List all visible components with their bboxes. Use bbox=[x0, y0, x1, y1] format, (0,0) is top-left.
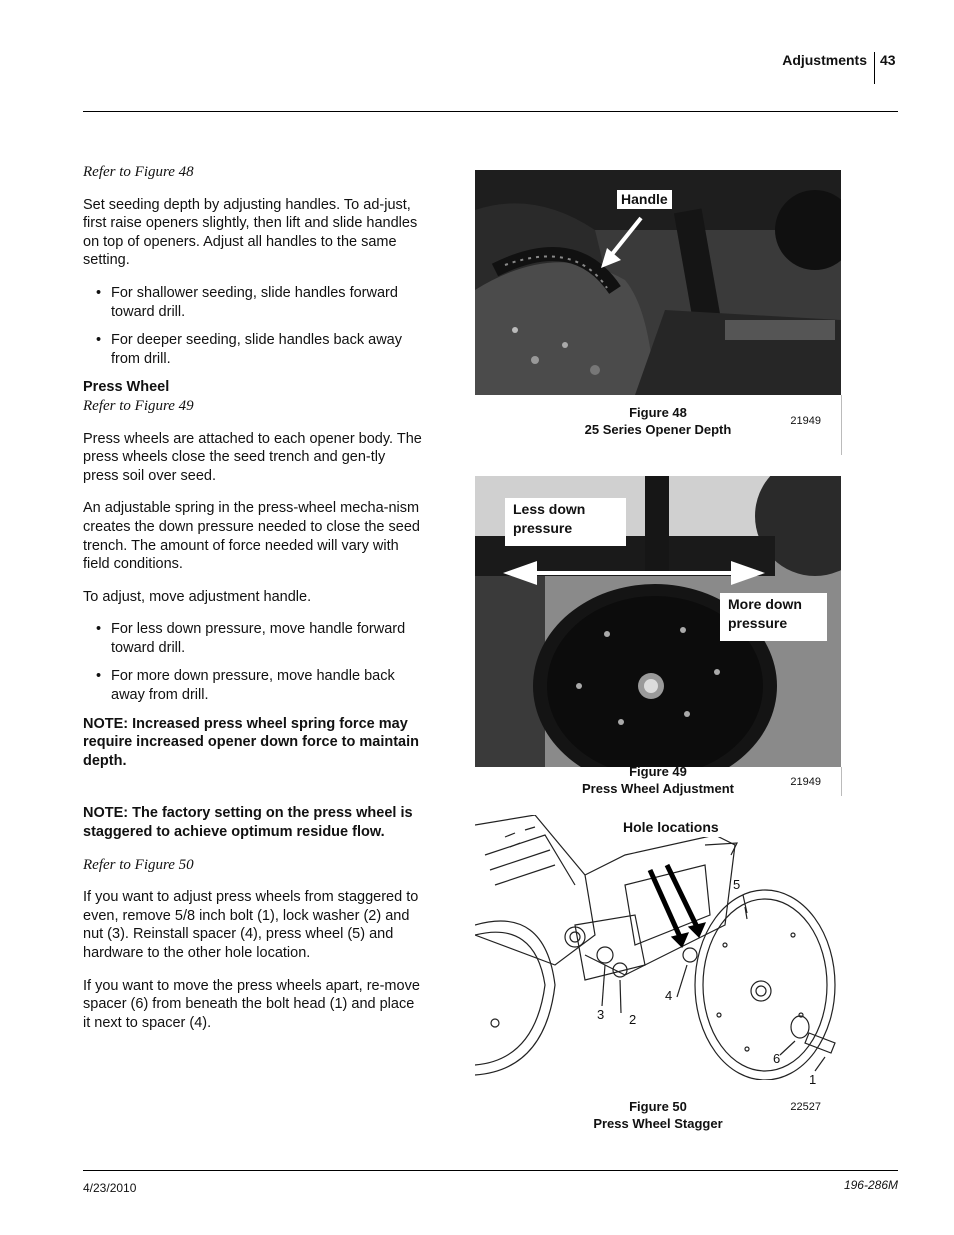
header-rule bbox=[83, 111, 898, 112]
less-down-pressure-label: Less down pressure bbox=[505, 498, 626, 546]
figure-caption bbox=[475, 1098, 841, 1132]
figure-number: Figure 50 bbox=[629, 1099, 687, 1114]
callout-5: 5 bbox=[733, 877, 741, 892]
image-code: 22527 bbox=[790, 1101, 821, 1113]
list-item: • For more down pressure, move handle back away from drill. bbox=[83, 667, 423, 704]
callout-6: 6 bbox=[773, 1051, 781, 1066]
more-down-pressure-label: More down pressure bbox=[720, 593, 827, 641]
text-column bbox=[83, 163, 423, 1046]
paragraph: If you want to move the press wheels apart, re-move spacer (6) from beneath the bolt head (1) and place it next to spacer (4). bbox=[83, 977, 420, 1031]
section-title: Adjustments bbox=[782, 52, 867, 68]
page-number: 43 bbox=[880, 52, 896, 68]
figure-caption bbox=[475, 763, 841, 797]
figure-title: Press Wheel Adjustment bbox=[582, 781, 734, 796]
header-divider bbox=[874, 52, 875, 84]
bullet-list bbox=[83, 284, 423, 368]
list-item: • For deeper seeding, slide handles back away from drill. bbox=[83, 331, 423, 368]
figure-title: Press Wheel Stagger bbox=[593, 1116, 723, 1131]
image-code: 21949 bbox=[790, 415, 821, 427]
callout-1: 1 bbox=[809, 1072, 817, 1087]
paragraph: An adjustable spring in the press-wheel mecha-nism creates the down pressure needed to close the seed trench. The amount of force needed will vary with field conditions. bbox=[83, 500, 420, 573]
callout-3: 3 bbox=[597, 1007, 605, 1022]
note: NOTE: Increased press wheel spring force may require increased opener down force to maintain depth. bbox=[83, 715, 419, 769]
paragraph: To adjust, move adjustment handle. bbox=[83, 588, 312, 605]
footer-rule bbox=[83, 1170, 898, 1171]
bullet-list bbox=[83, 620, 423, 704]
figure-caption bbox=[475, 404, 841, 438]
figure-reference: Refer to Figure 48 bbox=[83, 164, 194, 180]
callout-2: 2 bbox=[629, 1012, 637, 1027]
list-item: • For shallower seeding, slide handles forward toward drill. bbox=[83, 284, 423, 321]
figure-49 bbox=[475, 476, 841, 796]
image-code: 21949 bbox=[790, 776, 821, 788]
figure-title: 25 Series Opener Depth bbox=[584, 422, 732, 437]
figure-48 bbox=[475, 170, 841, 455]
paragraph: If you want to adjust press wheels from staggered to even, remove 5/8 inch bolt (1), lock washer (2) and nut (3). Reinstall spacer (4), press wheel (5) and hardware to the other hole location. bbox=[83, 889, 419, 961]
footer-date: 4/23/2010 bbox=[83, 1181, 137, 1195]
hole-locations-label: Hole locations bbox=[615, 818, 727, 837]
figure-number: Figure 49 bbox=[629, 764, 687, 779]
paragraph: Press wheels are attached to each opener body. The press wheels close the seed trench and gen-tly press soil over seed. bbox=[83, 430, 422, 484]
callout-4: 4 bbox=[665, 988, 673, 1003]
paragraph: Set seeding depth by adjusting handles. To ad-just, first raise openers slightly, then lift and slide handles on top of openers. Adjust all handles to the same setting. bbox=[83, 196, 418, 269]
footer-document-number: 196-286M bbox=[843, 1178, 898, 1192]
figure-reference: Refer to Figure 50 bbox=[83, 856, 194, 873]
figure-reference: Refer to Figure 49 bbox=[83, 397, 194, 414]
list-item: • For less down pressure, move handle forward toward drill. bbox=[83, 620, 423, 657]
press-wheel-stagger-diagram bbox=[475, 815, 841, 1080]
note: NOTE: The factory setting on the press wheel is staggered to achieve optimum residue flow. bbox=[83, 805, 413, 841]
handle-label: Handle bbox=[617, 190, 672, 209]
figure-50 bbox=[475, 815, 841, 1135]
figure-number: Figure 48 bbox=[629, 405, 687, 420]
section-heading: Press Wheel bbox=[83, 379, 170, 396]
